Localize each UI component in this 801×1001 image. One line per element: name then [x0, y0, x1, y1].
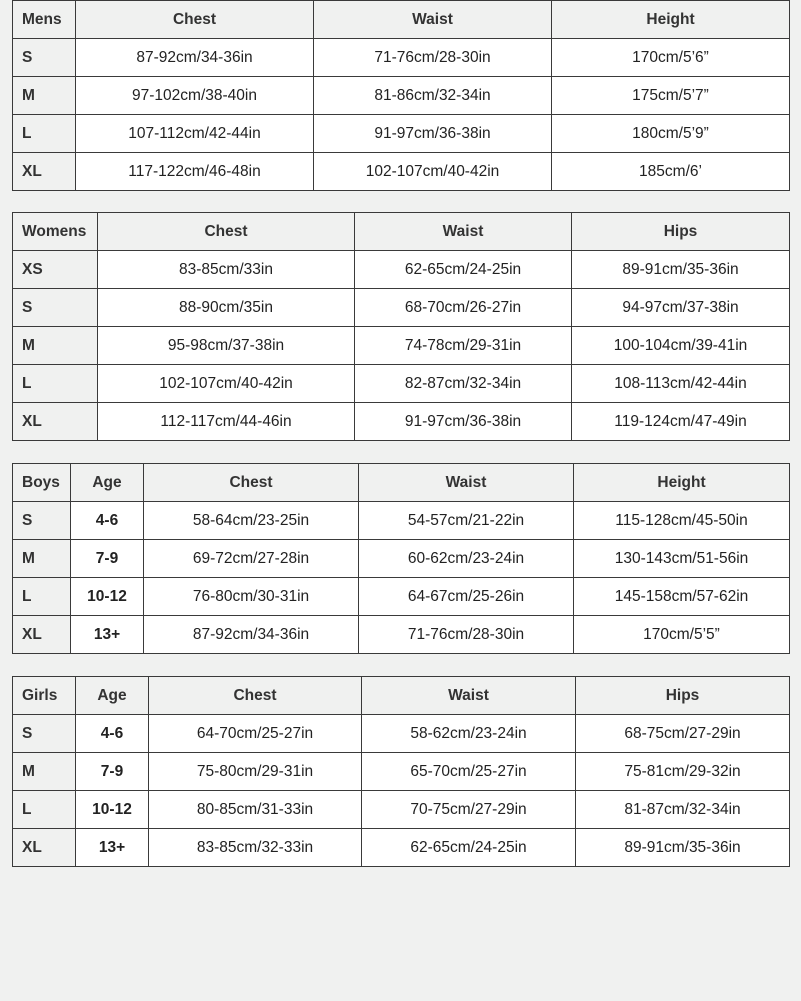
chest-value: 117-122cm/46-48in — [76, 153, 314, 191]
waist-value: 54-57cm/21-22in — [359, 502, 574, 540]
boys-table-title: Boys — [13, 464, 71, 502]
column-header-chest: Chest — [76, 1, 314, 39]
size-label: M — [13, 753, 76, 791]
waist-value: 64-67cm/25-26in — [359, 578, 574, 616]
hips-value: 108-113cm/42-44in — [572, 365, 790, 403]
table-row — [13, 77, 790, 115]
column-header-chest: Chest — [98, 213, 355, 251]
table-row — [13, 829, 790, 867]
table-row — [13, 39, 790, 77]
size-label: S — [13, 289, 98, 327]
height-value: 170cm/5’5” — [574, 616, 790, 654]
size-label: M — [13, 540, 71, 578]
waist-value: 65-70cm/25-27in — [362, 753, 576, 791]
womens-table-title: Womens — [13, 213, 98, 251]
column-header-chest: Chest — [144, 464, 359, 502]
chest-value: 87-92cm/34-36in — [144, 616, 359, 654]
height-value: 185cm/6’ — [552, 153, 790, 191]
age-value: 10-12 — [76, 791, 149, 829]
column-header-waist: Waist — [314, 1, 552, 39]
table-row — [13, 616, 790, 654]
size-label: L — [13, 578, 71, 616]
size-label: XL — [13, 616, 71, 654]
hips-value: 68-75cm/27-29in — [576, 715, 790, 753]
size-label: XL — [13, 403, 98, 441]
table-row — [13, 289, 790, 327]
size-label: M — [13, 327, 98, 365]
chest-value: 69-72cm/27-28in — [144, 540, 359, 578]
size-label: XL — [13, 829, 76, 867]
column-header-waist: Waist — [362, 677, 576, 715]
table-row — [13, 715, 790, 753]
column-header-age: Age — [71, 464, 144, 502]
chest-value: 88-90cm/35in — [98, 289, 355, 327]
size-label: XL — [13, 153, 76, 191]
table-row — [13, 327, 790, 365]
hips-value: 75-81cm/29-32in — [576, 753, 790, 791]
table-row — [13, 403, 790, 441]
chest-value: 83-85cm/32-33in — [149, 829, 362, 867]
chest-value: 95-98cm/37-38in — [98, 327, 355, 365]
chest-value: 87-92cm/34-36in — [76, 39, 314, 77]
height-value: 170cm/5’6” — [552, 39, 790, 77]
size-label: L — [13, 115, 76, 153]
height-value: 145-158cm/57-62in — [574, 578, 790, 616]
size-label: S — [13, 715, 76, 753]
column-header-waist: Waist — [359, 464, 574, 502]
age-value: 13+ — [76, 829, 149, 867]
waist-value: 74-78cm/29-31in — [355, 327, 572, 365]
hips-value: 81-87cm/32-34in — [576, 791, 790, 829]
column-header-hips: Hips — [576, 677, 790, 715]
age-value: 4-6 — [71, 502, 144, 540]
waist-value: 58-62cm/23-24in — [362, 715, 576, 753]
table-row — [13, 502, 790, 540]
table-header-row — [13, 1, 790, 39]
table-header-row — [13, 464, 790, 502]
height-value: 115-128cm/45-50in — [574, 502, 790, 540]
age-value: 4-6 — [76, 715, 149, 753]
size-label: S — [13, 39, 76, 77]
chest-value: 97-102cm/38-40in — [76, 77, 314, 115]
size-label: S — [13, 502, 71, 540]
size-label: L — [13, 791, 76, 829]
chest-value: 112-117cm/44-46in — [98, 403, 355, 441]
waist-value: 71-76cm/28-30in — [314, 39, 552, 77]
hips-value: 100-104cm/39-41in — [572, 327, 790, 365]
age-value: 10-12 — [71, 578, 144, 616]
height-value: 180cm/5’9” — [552, 115, 790, 153]
table-row — [13, 540, 790, 578]
column-header-height: Height — [552, 1, 790, 39]
waist-value: 82-87cm/32-34in — [355, 365, 572, 403]
size-label: XS — [13, 251, 98, 289]
girls-size-table — [12, 676, 790, 867]
size-label: M — [13, 77, 76, 115]
chest-value: 107-112cm/42-44in — [76, 115, 314, 153]
table-row — [13, 791, 790, 829]
height-value: 130-143cm/51-56in — [574, 540, 790, 578]
age-value: 7-9 — [71, 540, 144, 578]
waist-value: 102-107cm/40-42in — [314, 153, 552, 191]
waist-value: 70-75cm/27-29in — [362, 791, 576, 829]
table-row — [13, 153, 790, 191]
waist-value: 81-86cm/32-34in — [314, 77, 552, 115]
chest-value: 58-64cm/23-25in — [144, 502, 359, 540]
mens-table-title: Mens — [13, 1, 76, 39]
hips-value: 89-91cm/35-36in — [572, 251, 790, 289]
chest-value: 80-85cm/31-33in — [149, 791, 362, 829]
waist-value: 62-65cm/24-25in — [362, 829, 576, 867]
table-header-row — [13, 677, 790, 715]
chest-value: 75-80cm/29-31in — [149, 753, 362, 791]
waist-value: 68-70cm/26-27in — [355, 289, 572, 327]
chest-value: 76-80cm/30-31in — [144, 578, 359, 616]
column-header-height: Height — [574, 464, 790, 502]
chest-value: 83-85cm/33in — [98, 251, 355, 289]
table-row — [13, 753, 790, 791]
table-row — [13, 251, 790, 289]
age-value: 13+ — [71, 616, 144, 654]
chest-value: 102-107cm/40-42in — [98, 365, 355, 403]
hips-value: 89-91cm/35-36in — [576, 829, 790, 867]
hips-value: 94-97cm/37-38in — [572, 289, 790, 327]
column-header-waist: Waist — [355, 213, 572, 251]
chest-value: 64-70cm/25-27in — [149, 715, 362, 753]
column-header-age: Age — [76, 677, 149, 715]
column-header-chest: Chest — [149, 677, 362, 715]
table-row — [13, 365, 790, 403]
boys-size-table — [12, 463, 790, 654]
mens-size-table — [12, 0, 790, 191]
waist-value: 62-65cm/24-25in — [355, 251, 572, 289]
waist-value: 60-62cm/23-24in — [359, 540, 574, 578]
column-header-hips: Hips — [572, 213, 790, 251]
waist-value: 91-97cm/36-38in — [314, 115, 552, 153]
hips-value: 119-124cm/47-49in — [572, 403, 790, 441]
height-value: 175cm/5’7” — [552, 77, 790, 115]
waist-value: 71-76cm/28-30in — [359, 616, 574, 654]
table-header-row — [13, 213, 790, 251]
table-row — [13, 115, 790, 153]
girls-table-title: Girls — [13, 677, 76, 715]
age-value: 7-9 — [76, 753, 149, 791]
waist-value: 91-97cm/36-38in — [355, 403, 572, 441]
womens-size-table — [12, 212, 790, 441]
table-row — [13, 578, 790, 616]
size-label: L — [13, 365, 98, 403]
